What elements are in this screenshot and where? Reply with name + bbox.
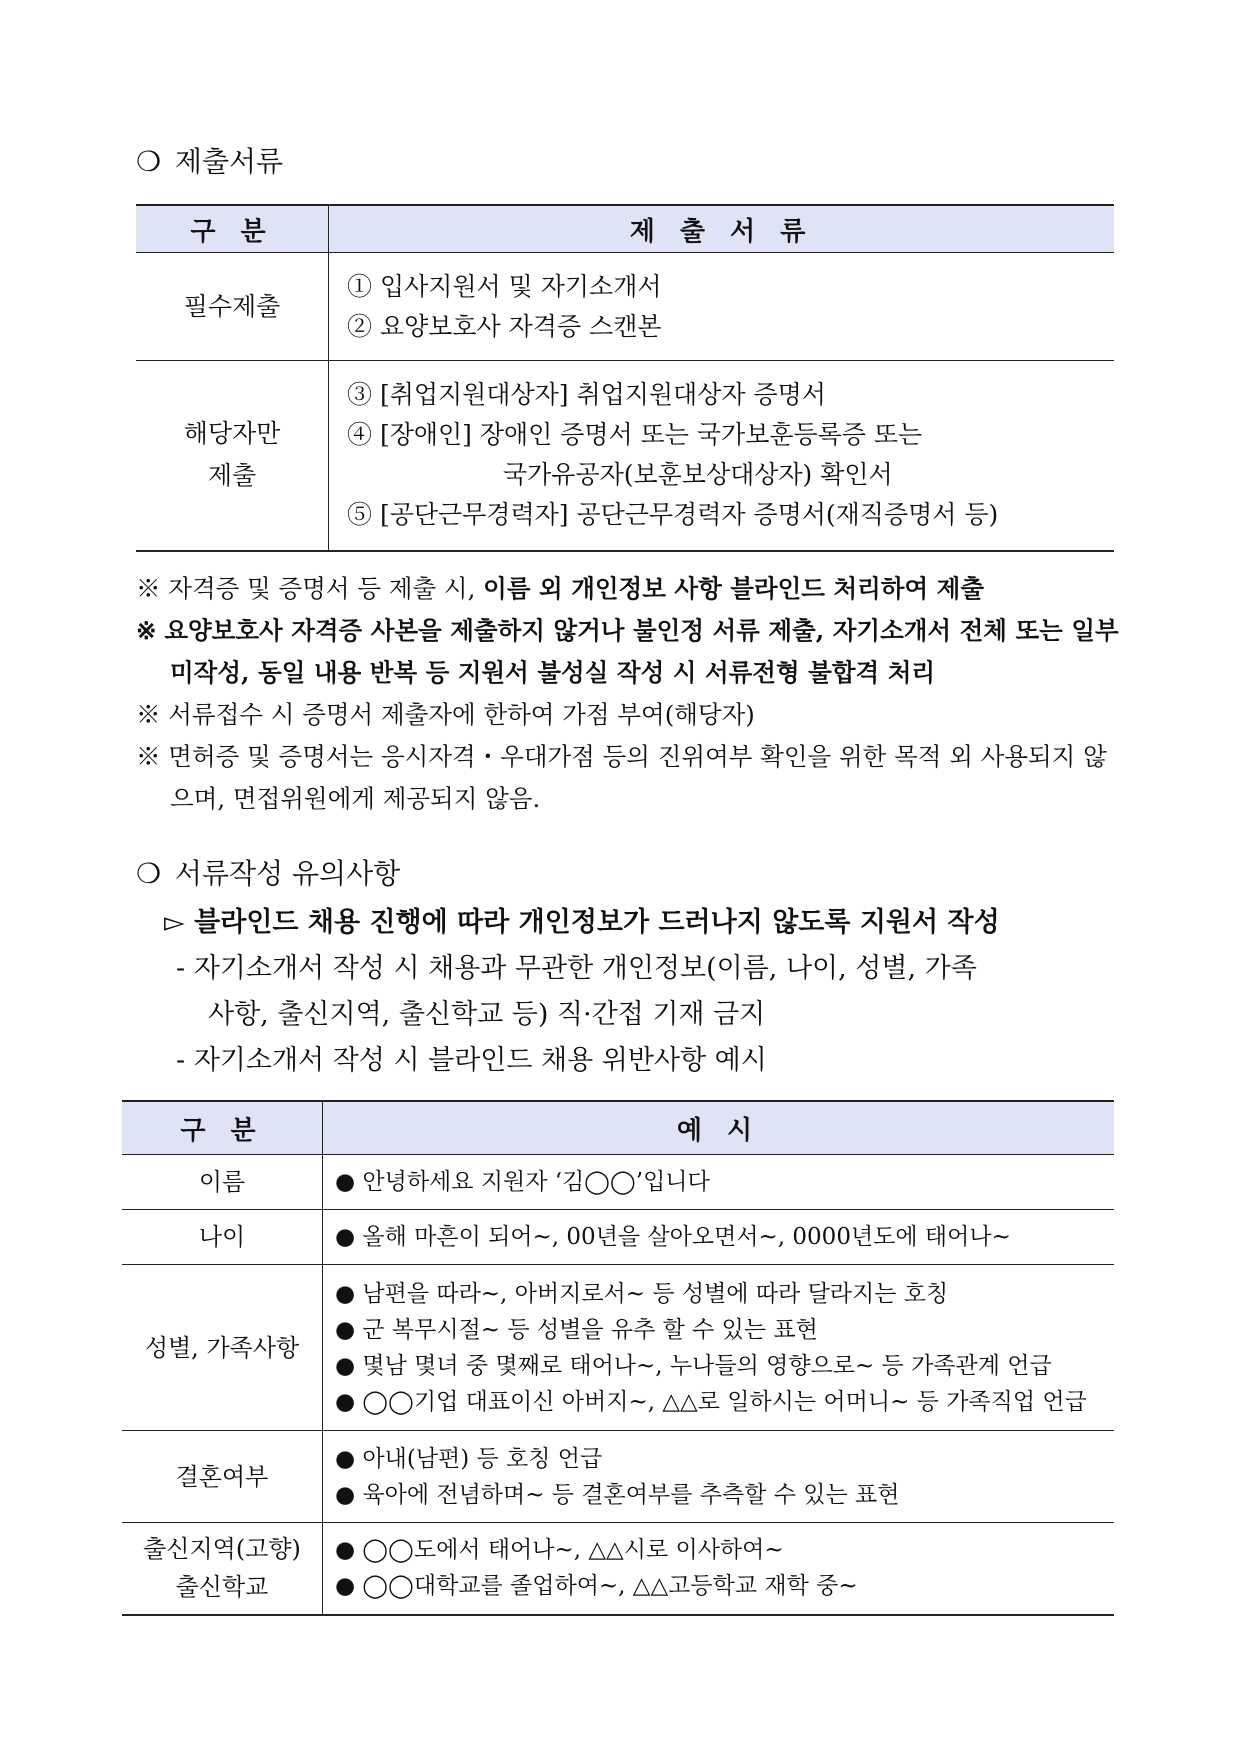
list-item: ④ [장애인] 장애인 증명서 또는 국가보훈등록증 또는 (347, 420, 923, 450)
list-item: ● 올해 마흔이 되어~, 00년을 살아오면서~, 0000년도에 태어나~ (335, 1224, 1011, 1250)
section-title-text: 서류작성 유의사항 (174, 857, 401, 890)
table-row (136, 361, 1114, 551)
row-category: 결혼여부 (122, 1431, 323, 1523)
violation-examples-table (122, 1100, 1114, 1616)
guideline-sub-continuation: 사항, 출신지역, 출신학교 등) 직·간접 기재 금지 (208, 999, 766, 1030)
section-title-text: 제출서류 (174, 145, 284, 178)
category-line: 출신학교 (175, 1573, 269, 1602)
list-item: ● ◯◯대학교를 졸업하여~, △△고등학교 재학 중~ (335, 1573, 858, 1600)
row-category: 이름 (122, 1155, 323, 1210)
notes-list (136, 568, 1126, 820)
note-text: 면허증 및 증명서는 응시자격・우대가점 등의 진위여부 확인을 위한 목적 외 사용되지 않으며, 면접위원에게 제공되지 않음. (168, 742, 1107, 813)
section-title-guidelines (136, 856, 400, 892)
reference-mark-icon: ※ (136, 616, 157, 645)
list-item: ② 요양보호사 자격증 스캔본 (347, 311, 662, 341)
list-item: ① 입사지원서 및 자기소개서 (347, 271, 662, 301)
guidelines-list (136, 900, 1126, 1084)
row-items (323, 1155, 1115, 1210)
row-items (323, 1431, 1115, 1523)
reference-mark-icon: ※ (136, 700, 161, 729)
category-line: 해당자만 (183, 419, 281, 449)
list-item: ● ◯◯기업 대표이신 아버지~, △△로 일하시는 어머니~ 등 가족직업 언급 (335, 1388, 1087, 1415)
row-items (323, 1523, 1115, 1615)
row-items (329, 361, 1115, 551)
list-item: ⑤ [공단근무경력자] 공단근무경력자 증명서(재직증명서 등) (347, 500, 999, 530)
note-bold-text: 요양보호사 자격증 사본을 제출하지 않거나 불인정 서류 제출, 자기소개서 전체 또는 일부 미작성, 동일 내용 반복 등 지원서 불성실 작성 시 서류전형 불합격 처리 (164, 616, 1119, 687)
note-item (136, 610, 1126, 694)
header-category: 구 분 (122, 1101, 323, 1155)
note-item (136, 694, 1126, 736)
documents-table (136, 204, 1114, 552)
guideline-sub: - 자기소개서 작성 시 블라인드 채용 위반사항 예시 (176, 1045, 767, 1076)
table-header-row (136, 205, 1114, 253)
list-item-continuation: 국가유공자(보훈보상대상자) 확인서 (503, 460, 893, 490)
row-category (122, 1523, 323, 1615)
table-row (136, 253, 1114, 361)
guideline-main: ▻ 블라인드 채용 진행에 따라 개인정보가 드러나지 않도록 지원서 작성 (164, 907, 1000, 938)
table-row (122, 1210, 1114, 1265)
header-category: 구 분 (136, 205, 329, 253)
note-text: 자격증 및 증명서 등 제출 시, (168, 574, 484, 603)
category-line: 제출 (207, 461, 257, 491)
guideline-sub: - 자기소개서 작성 시 채용과 무관한 개인정보(이름, 나이, 성별, 가족 (176, 953, 977, 984)
note-bold-text: 이름 외 개인정보 사항 블라인드 처리하여 제출 (483, 574, 985, 603)
header-documents: 제 출 서 류 (329, 205, 1115, 253)
header-examples: 예 시 (323, 1101, 1115, 1155)
list-item: ● ◯◯도에서 태어나~, △△시로 이사하여~ (335, 1537, 784, 1564)
list-item: ● 남편을 따라~, 아버지로서~ 등 성별에 따라 달라지는 호칭 (335, 1280, 949, 1307)
list-item: ● 아내(남편) 등 호칭 언급 (335, 1445, 603, 1472)
reference-mark-icon: ※ (136, 574, 161, 603)
row-category: 나이 (122, 1210, 323, 1265)
list-item: ● 군 복무시절~ 등 성별을 유추 할 수 있는 표현 (335, 1316, 818, 1343)
table-row (122, 1431, 1114, 1523)
row-items (329, 253, 1115, 361)
row-items (323, 1265, 1115, 1431)
note-text: 서류접수 시 증명서 제출자에 한하여 가점 부여(해당자) (168, 700, 755, 729)
table-row (122, 1523, 1114, 1615)
category-line: 출신지역(고향) (143, 1535, 301, 1564)
list-item: ● 안녕하세요 지원자 ‘김◯◯’입니다 (335, 1169, 710, 1195)
section-title-documents (136, 144, 283, 180)
row-category: 필수제출 (136, 253, 329, 361)
reference-mark-icon: ※ (136, 742, 161, 771)
table-row (122, 1155, 1114, 1210)
note-item (136, 568, 1126, 610)
list-item: ③ [취업지원대상자] 취업지원대상자 증명서 (347, 380, 826, 410)
row-category (136, 361, 329, 551)
note-item (136, 736, 1126, 820)
table-header-row (122, 1101, 1114, 1155)
table-row (122, 1265, 1114, 1431)
row-items (323, 1210, 1115, 1265)
row-category: 성별, 가족사항 (122, 1265, 323, 1431)
list-item: ● 육아에 전념하며~ 등 결혼여부를 추측할 수 있는 표현 (335, 1481, 900, 1508)
circle-bullet-icon: ❍ (136, 857, 162, 890)
list-item: ● 몇남 몇녀 중 몇째로 태어나~, 누나들의 영향으로~ 등 가족관계 언급 (335, 1352, 1052, 1379)
circle-bullet-icon: ❍ (136, 145, 162, 178)
